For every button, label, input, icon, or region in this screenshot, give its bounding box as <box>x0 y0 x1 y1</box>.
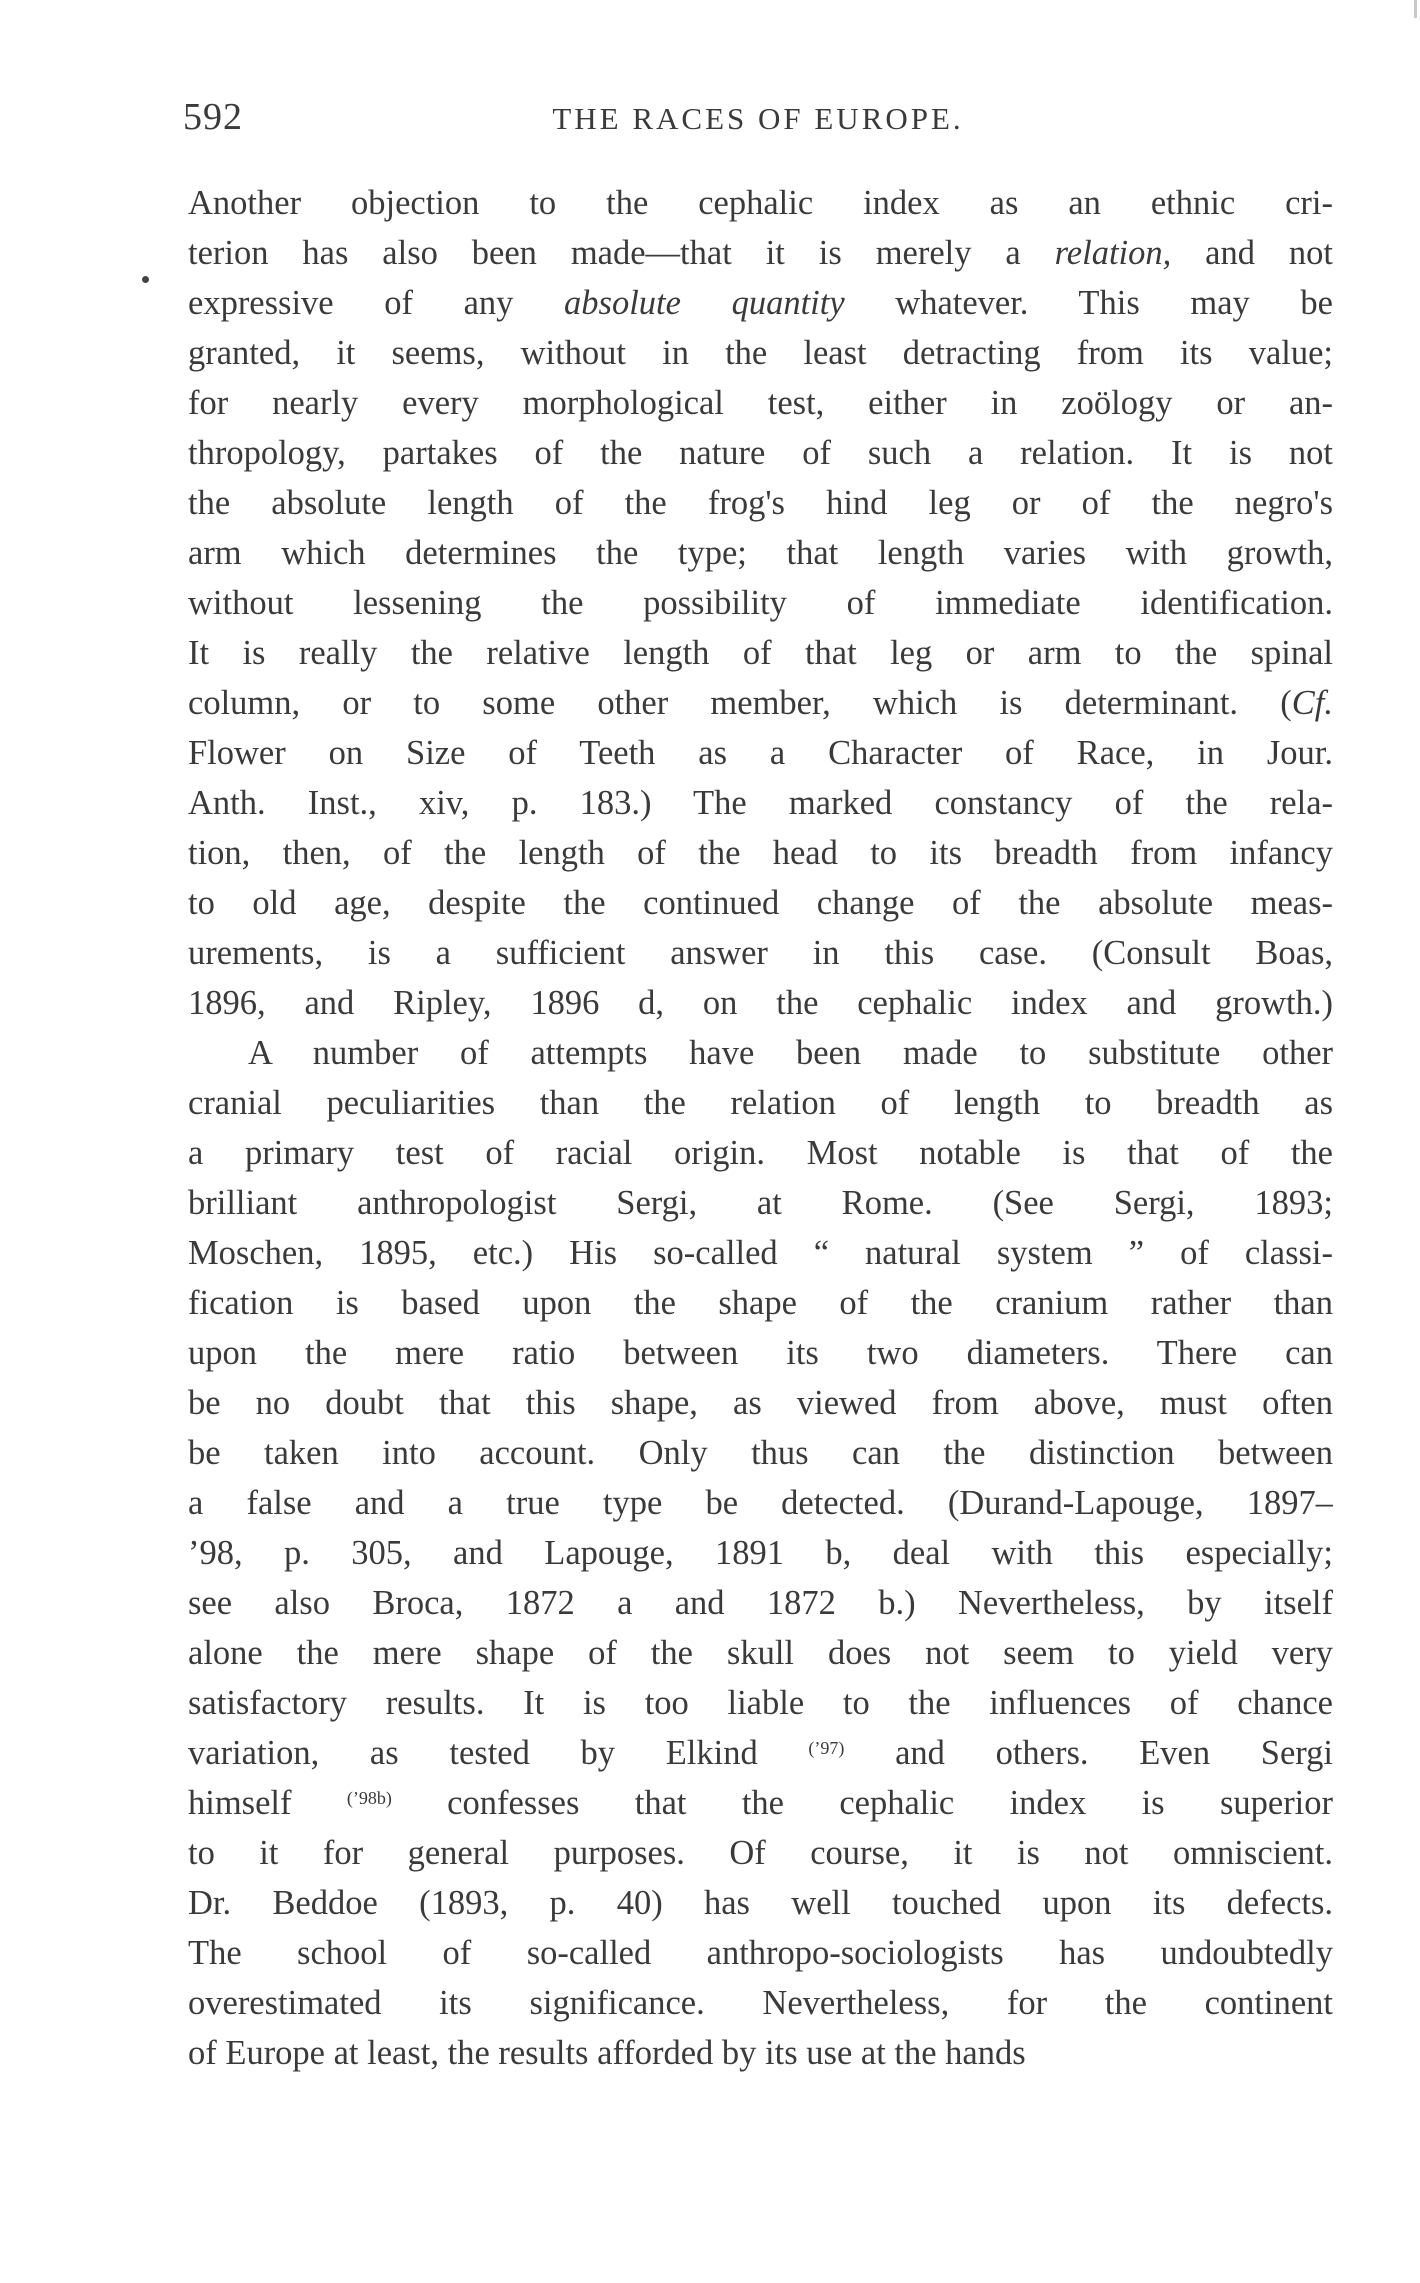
text-run: 1896, and Ripley, 1896 d, on the cephalic index and growth.) <box>188 984 1333 1022</box>
page-number: 592 <box>183 96 243 138</box>
text-line <box>188 1028 1333 1078</box>
text-line <box>188 878 1333 928</box>
text-run: the absolute length of the frog's hind leg or of the negro's <box>188 484 1333 522</box>
text-run: without lessening the possibility of immediate identification. <box>188 584 1333 622</box>
text-line <box>188 1778 1333 1828</box>
text-run: and not <box>1171 234 1333 272</box>
text-run: confesses that the cephalic index is superior <box>391 1784 1333 1822</box>
text-run: a false and a true type be detected. (Durand-Lapouge, 1897– <box>188 1484 1333 1522</box>
text-run: Moschen, 1895, etc.) His so-called “ natural system ” of classi- <box>188 1234 1333 1272</box>
text-run: alone the mere shape of the skull does not seem to yield very <box>188 1634 1333 1672</box>
text-line <box>188 1928 1333 1978</box>
text-run: be no doubt that this shape, as viewed from above, must often <box>188 1384 1333 1422</box>
text-line <box>188 978 1333 1028</box>
text-line <box>188 228 1333 278</box>
text-run: himself <box>188 1784 347 1822</box>
text-line <box>188 678 1333 728</box>
text-line <box>188 1678 1333 1728</box>
body-text <box>188 178 1333 2078</box>
text-line <box>188 1128 1333 1178</box>
text-run: granted, it seems, without in the least detracting from its value; <box>188 334 1333 372</box>
text-run: column, or to some other member, which is determinant. ( <box>188 684 1292 722</box>
text-run: The school of so-called anthropo-sociologists has undoubtedly <box>188 1934 1333 1972</box>
text-run: Flower on Size of Teeth as a Character of Race, in Jour. <box>188 734 1333 772</box>
text-line <box>188 1828 1333 1878</box>
text-line <box>188 528 1333 578</box>
page-header <box>183 95 1333 145</box>
italic-text: Cf. <box>1291 684 1333 722</box>
text-line <box>188 1428 1333 1478</box>
text-run: for nearly every morphological test, either in zoölogy or an- <box>188 384 1333 422</box>
text-run: variation, as tested by Elkind <box>188 1734 809 1772</box>
text-line <box>188 1328 1333 1378</box>
text-line <box>188 1728 1333 1778</box>
text-run: It is really the relative length of that leg or arm to the spinal <box>188 634 1333 672</box>
text-line <box>188 1228 1333 1278</box>
citation-superscript: (’97) <box>808 1738 845 1758</box>
text-line <box>188 1478 1333 1528</box>
text-line <box>188 728 1333 778</box>
text-line <box>188 1528 1333 1578</box>
text-line <box>188 1178 1333 1228</box>
text-run: satisfactory results. It is too liable to the influences of chance <box>188 1684 1333 1722</box>
text-run: brilliant anthropologist Sergi, at Rome. (See Sergi, 1893; <box>188 1184 1333 1222</box>
text-line <box>188 2028 1333 2078</box>
text-line <box>188 828 1333 878</box>
text-line <box>188 1278 1333 1328</box>
text-line <box>188 1978 1333 2028</box>
text-run: cranial peculiarities than the relation of length to breadth as <box>188 1084 1333 1122</box>
text-line <box>188 378 1333 428</box>
text-run: A number of attempts have been made to substitute other <box>248 1034 1333 1072</box>
text-run: whatever. This may be <box>844 284 1333 322</box>
text-line <box>188 428 1333 478</box>
text-run: upon the mere ratio between its two diameters. There can <box>188 1334 1333 1372</box>
citation-superscript: (’98b) <box>346 1788 392 1808</box>
text-run: thropology, partakes of the nature of such a relation. It is not <box>188 434 1333 472</box>
text-run: urements, is a sufficient answer in this case. (Consult Boas, <box>188 934 1333 972</box>
text-line <box>188 778 1333 828</box>
text-run: tion, then, of the length of the head to its breadth from infancy <box>188 834 1333 872</box>
text-run: Anth. Inst., xiv, p. 183.) The marked constancy of the rela- <box>188 784 1333 822</box>
text-line <box>188 178 1333 228</box>
text-run: Another objection to the cephalic index as an ethnic cri- <box>188 184 1333 222</box>
italic-text: relation, <box>1054 234 1172 272</box>
italic-text: absolute quantity <box>564 284 845 322</box>
text-run: of Europe at least, the results afforded by its use at the hands <box>188 2034 1026 2072</box>
text-run: be taken into account. Only thus can the distinction between <box>188 1434 1333 1472</box>
text-line <box>188 1628 1333 1678</box>
text-line <box>188 328 1333 378</box>
text-run: to old age, despite the continued change of the absolute meas- <box>188 884 1333 922</box>
text-line <box>188 1078 1333 1128</box>
text-line <box>188 928 1333 978</box>
text-run: overestimated its significance. Nevertheless, for the continent <box>188 1984 1333 2022</box>
text-line <box>188 628 1333 678</box>
text-run: to it for general purposes. Of course, it is not omniscient. <box>188 1834 1333 1872</box>
print-speck <box>142 276 149 283</box>
text-line <box>188 278 1333 328</box>
text-run: expressive of any <box>188 284 565 322</box>
text-line <box>188 1578 1333 1628</box>
text-line <box>188 578 1333 628</box>
text-run: arm which determines the type; that length varies with growth, <box>188 534 1333 572</box>
text-run: and others. Even Sergi <box>844 1734 1333 1772</box>
text-run: Dr. Beddoe (1893, p. 40) has well touched upon its defects. <box>188 1884 1333 1922</box>
text-run: fication is based upon the shape of the cranium rather than <box>188 1284 1333 1322</box>
text-run: terion has also been made—that it is merely a <box>188 234 1055 272</box>
text-run: a primary test of racial origin. Most notable is that of the <box>188 1134 1333 1172</box>
text-line <box>188 1878 1333 1928</box>
text-line <box>188 478 1333 528</box>
text-line <box>188 1378 1333 1428</box>
text-run: see also Broca, 1872 a and 1872 b.) Nevertheless, by itself <box>188 1584 1333 1622</box>
page-edge-mark <box>1414 0 1417 18</box>
text-run: ’98, p. 305, and Lapouge, 1891 b, deal with this especially; <box>188 1534 1333 1572</box>
running-title: THE RACES OF EUROPE. <box>552 101 964 136</box>
